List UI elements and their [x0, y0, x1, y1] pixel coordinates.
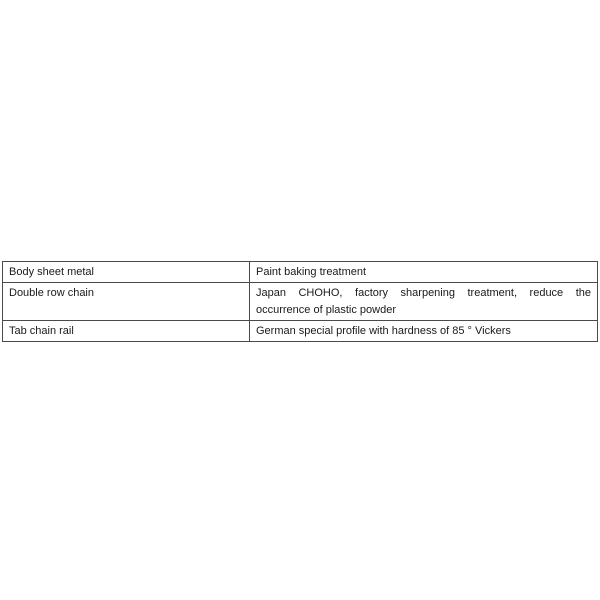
- item-cell: Body sheet metal: [3, 262, 250, 283]
- spec-table: [2, 261, 598, 342]
- description-cell: Japan CHOHO, factory sharpening treatment, reduce the occurrence of plastic powder: [250, 283, 598, 321]
- spec-table-body: [3, 262, 598, 342]
- item-cell: Tab chain rail: [3, 321, 250, 342]
- description-cell: German special profile with hardness of 85 ° Vickers: [250, 321, 598, 342]
- item-cell: Double row chain: [3, 283, 250, 321]
- table-row: [3, 321, 598, 342]
- table-row: [3, 283, 598, 321]
- description-cell: Paint baking treatment: [250, 262, 598, 283]
- table-row: [3, 262, 598, 283]
